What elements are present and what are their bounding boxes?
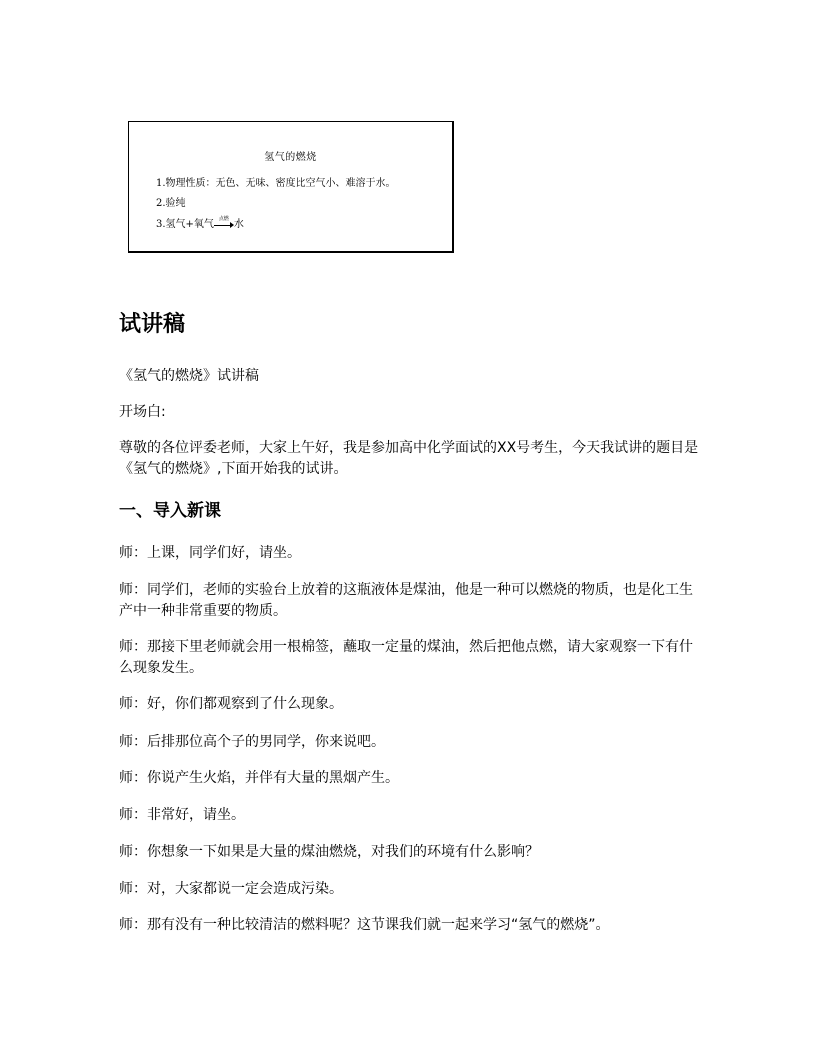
dialogue-paragraph: 师：好，你们都观察到了什么现象。 xyxy=(119,696,343,712)
reaction-reactants: 3.氢气+氧气 xyxy=(156,219,214,230)
board-line-reaction xyxy=(156,215,244,230)
dialogue-paragraph: 师：对，大家都说一定会造成污染。 xyxy=(119,881,343,897)
dialogue-paragraph: 师：后排那位高个子的男同学，你来说吧。 xyxy=(119,734,385,750)
dialogue-paragraph: 师：你说产生火焰，并伴有大量的黑烟产生。 xyxy=(119,770,399,786)
opening-paragraph: 尊敬的各位评委老师，大家上午好，我是参加高中化学面试的XX号考生，今天我试讲的题目是《氢气的燃烧》,下面开始我的试讲。 xyxy=(119,440,699,477)
board-title: 氢气的燃烧 xyxy=(264,152,317,163)
section-heading-introduction: 一、导入新课 xyxy=(119,501,221,521)
blackboard-design-box xyxy=(128,121,454,253)
dialogue-paragraph: 师：你想象一下如果是大量的煤油燃烧，对我们的环境有什么影响？ xyxy=(119,844,539,860)
dialogue-paragraph: 师：上课，同学们好，请坐。 xyxy=(119,545,301,561)
reaction-arrow-icon xyxy=(214,215,234,230)
lecture-title-line: 《氢气的燃烧》试讲稿 xyxy=(119,368,259,384)
dialogue-paragraph: 师：那接下里老师就会用一根棉签，蘸取一定量的煤油，然后把他点燃，请大家观察一下有什么现象发生。 xyxy=(119,639,693,676)
dialogue-paragraph: 师：同学们，老师的实验台上放着的这瓶液体是煤油，他是一种可以燃烧的物质，也是化工生产中一种非常重要的物质。 xyxy=(119,582,693,619)
board-line-purity-test: 2.验纯 xyxy=(156,198,186,209)
dialogue-paragraph: 师：那有没有一种比较清洁的燃料呢？这节课我们就一起来学习“氢气的燃烧”。 xyxy=(119,917,610,933)
dialogue-paragraph: 师：非常好，请坐。 xyxy=(119,807,245,823)
document-heading: 试讲稿 xyxy=(119,312,186,337)
board-line-physical-properties: 1.物理性质：无色、无味、密度比空气小、难溶于水。 xyxy=(156,178,396,189)
reaction-product: 水 xyxy=(233,219,244,230)
reaction-condition: 点燃 xyxy=(218,215,229,222)
opening-label: 开场白: xyxy=(119,404,166,420)
